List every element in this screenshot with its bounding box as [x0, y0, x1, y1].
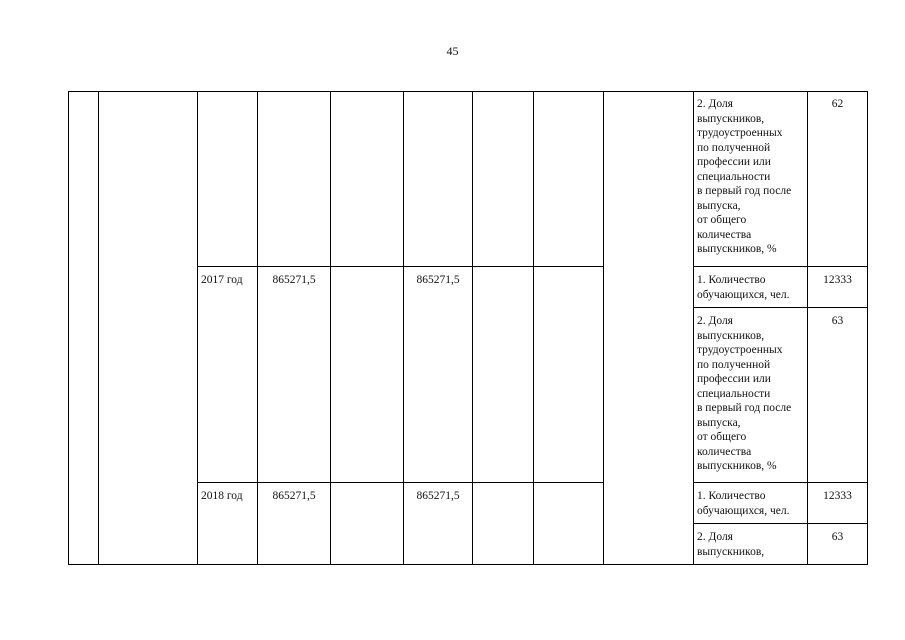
indicator-text: 2. Доля выпускников, — [697, 531, 765, 558]
amount-cell: 865271,5 — [272, 490, 316, 502]
col-border-9 — [603, 91, 604, 565]
indicator-value: 12333 — [823, 490, 852, 502]
table-top-border — [68, 91, 868, 92]
indicator-text: 1. Количество обучающихся, чел. — [697, 274, 790, 301]
indicator-value: 62 — [831, 98, 844, 110]
indicator-divider-2018 — [693, 482, 868, 483]
col-border-5 — [330, 91, 331, 565]
page-number: 45 — [446, 44, 459, 58]
indicator-text: 1. Количество обучающихся, чел. — [697, 490, 790, 517]
col-border-12 — [867, 91, 868, 565]
indicator-text: 2. Доля выпускников, трудоустроенных по полученной профессии или специальности в первый год после выпуска, от общего количества выпускников, % — [697, 98, 792, 255]
col-border-2 — [98, 91, 99, 565]
indicator-value: 63 — [831, 315, 844, 327]
year-cell: 2018 год — [201, 490, 243, 502]
indicator-divider-2018-b — [693, 523, 868, 524]
indicator-divider-2017 — [693, 266, 868, 267]
amount-cell: 865271,5 — [272, 274, 316, 286]
amount-cell: 865271,5 — [416, 490, 460, 502]
indicator-value: 12333 — [823, 274, 852, 286]
col-border-3 — [197, 91, 198, 565]
col-border-1 — [68, 91, 69, 565]
col-border-8 — [533, 91, 534, 565]
col-border-7 — [472, 91, 473, 565]
amount-cell: 865271,5 — [416, 274, 460, 286]
year-cell: 2017 год — [201, 274, 243, 286]
table-bottom-border — [68, 564, 868, 565]
col-border-10 — [693, 91, 694, 565]
indicator-divider-2017-b — [693, 307, 868, 308]
indicator-text: 2. Доля выпускников, трудоустроенных по полученной профессии или специальности в первый год после выпуска, от общего количества выпускников, % — [697, 315, 792, 472]
indicator-value: 63 — [831, 531, 844, 543]
